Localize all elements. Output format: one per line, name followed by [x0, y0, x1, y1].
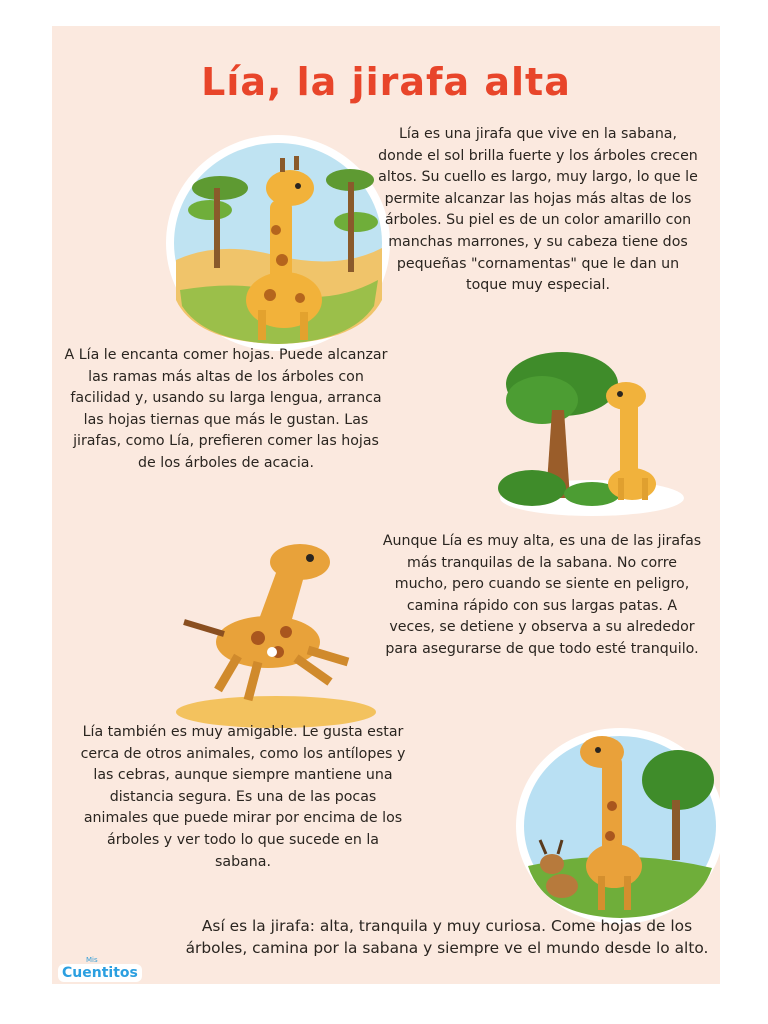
- running-giraffe-illustration: [168, 522, 384, 732]
- giraffe-savanna-illustration: [160, 130, 396, 356]
- paragraph-friendly: Lía también es muy amigable. Le gusta estar cerca de otros animales, como los antílopes y las cebras, aunque siempre mantiene una distancia segura. Es una de las pocas animales que puede mirar por encima de los árboles y ver todo lo que sucede en la sabana.: [80, 724, 406, 870]
- story-title: Lía, la jirafa alta: [201, 60, 571, 104]
- paragraph-eating: A Lía le encanta comer hojas. Puede alcanzar las ramas más altas de los árboles con facilidad y, usando su larga lengua, arranca las hojas tiernas que más le gustan. Las jirafas, como Lía, prefieren comer las hojas de los árboles de acacia.: [64, 347, 388, 471]
- paragraph-intro: Lía es una jirafa que vive en la sabana, donde el sol brilla fuerte y los árboles crecen altos. Su cuello es largo, muy largo, lo que le permite alcanzar las hojas más altas de los árboles. Su piel es de un color amarillo con manchas marrones, y su cabeza tiene dos pequeñas "cornamentas" que le dan un toque muy especial.: [378, 126, 698, 294]
- giraffe-eating-leaves-illustration: [492, 348, 692, 520]
- cuentitos-logo: [52, 952, 142, 984]
- logo-small-text: Mis: [86, 956, 98, 964]
- paragraph-conclusion: Así es la jirafa: alta, tranquila y muy curiosa. Come hojas de los árboles, camina por la sabana y siempre ve el mundo desde lo alto.: [185, 917, 709, 957]
- paragraph-calm: Aunque Lía es muy alta, es una de las jirafas más tranquilas de la sabana. No corre mucho, pero cuando se siente en peligro, camina rápido con sus largas patas. A veces, se detiene y observa a su alrededor para asegurarse de que todo esté tranquilo.: [382, 533, 702, 657]
- logo-main-text: Cuentitos: [58, 964, 142, 982]
- giraffe-with-antelope-illustration: [506, 716, 728, 928]
